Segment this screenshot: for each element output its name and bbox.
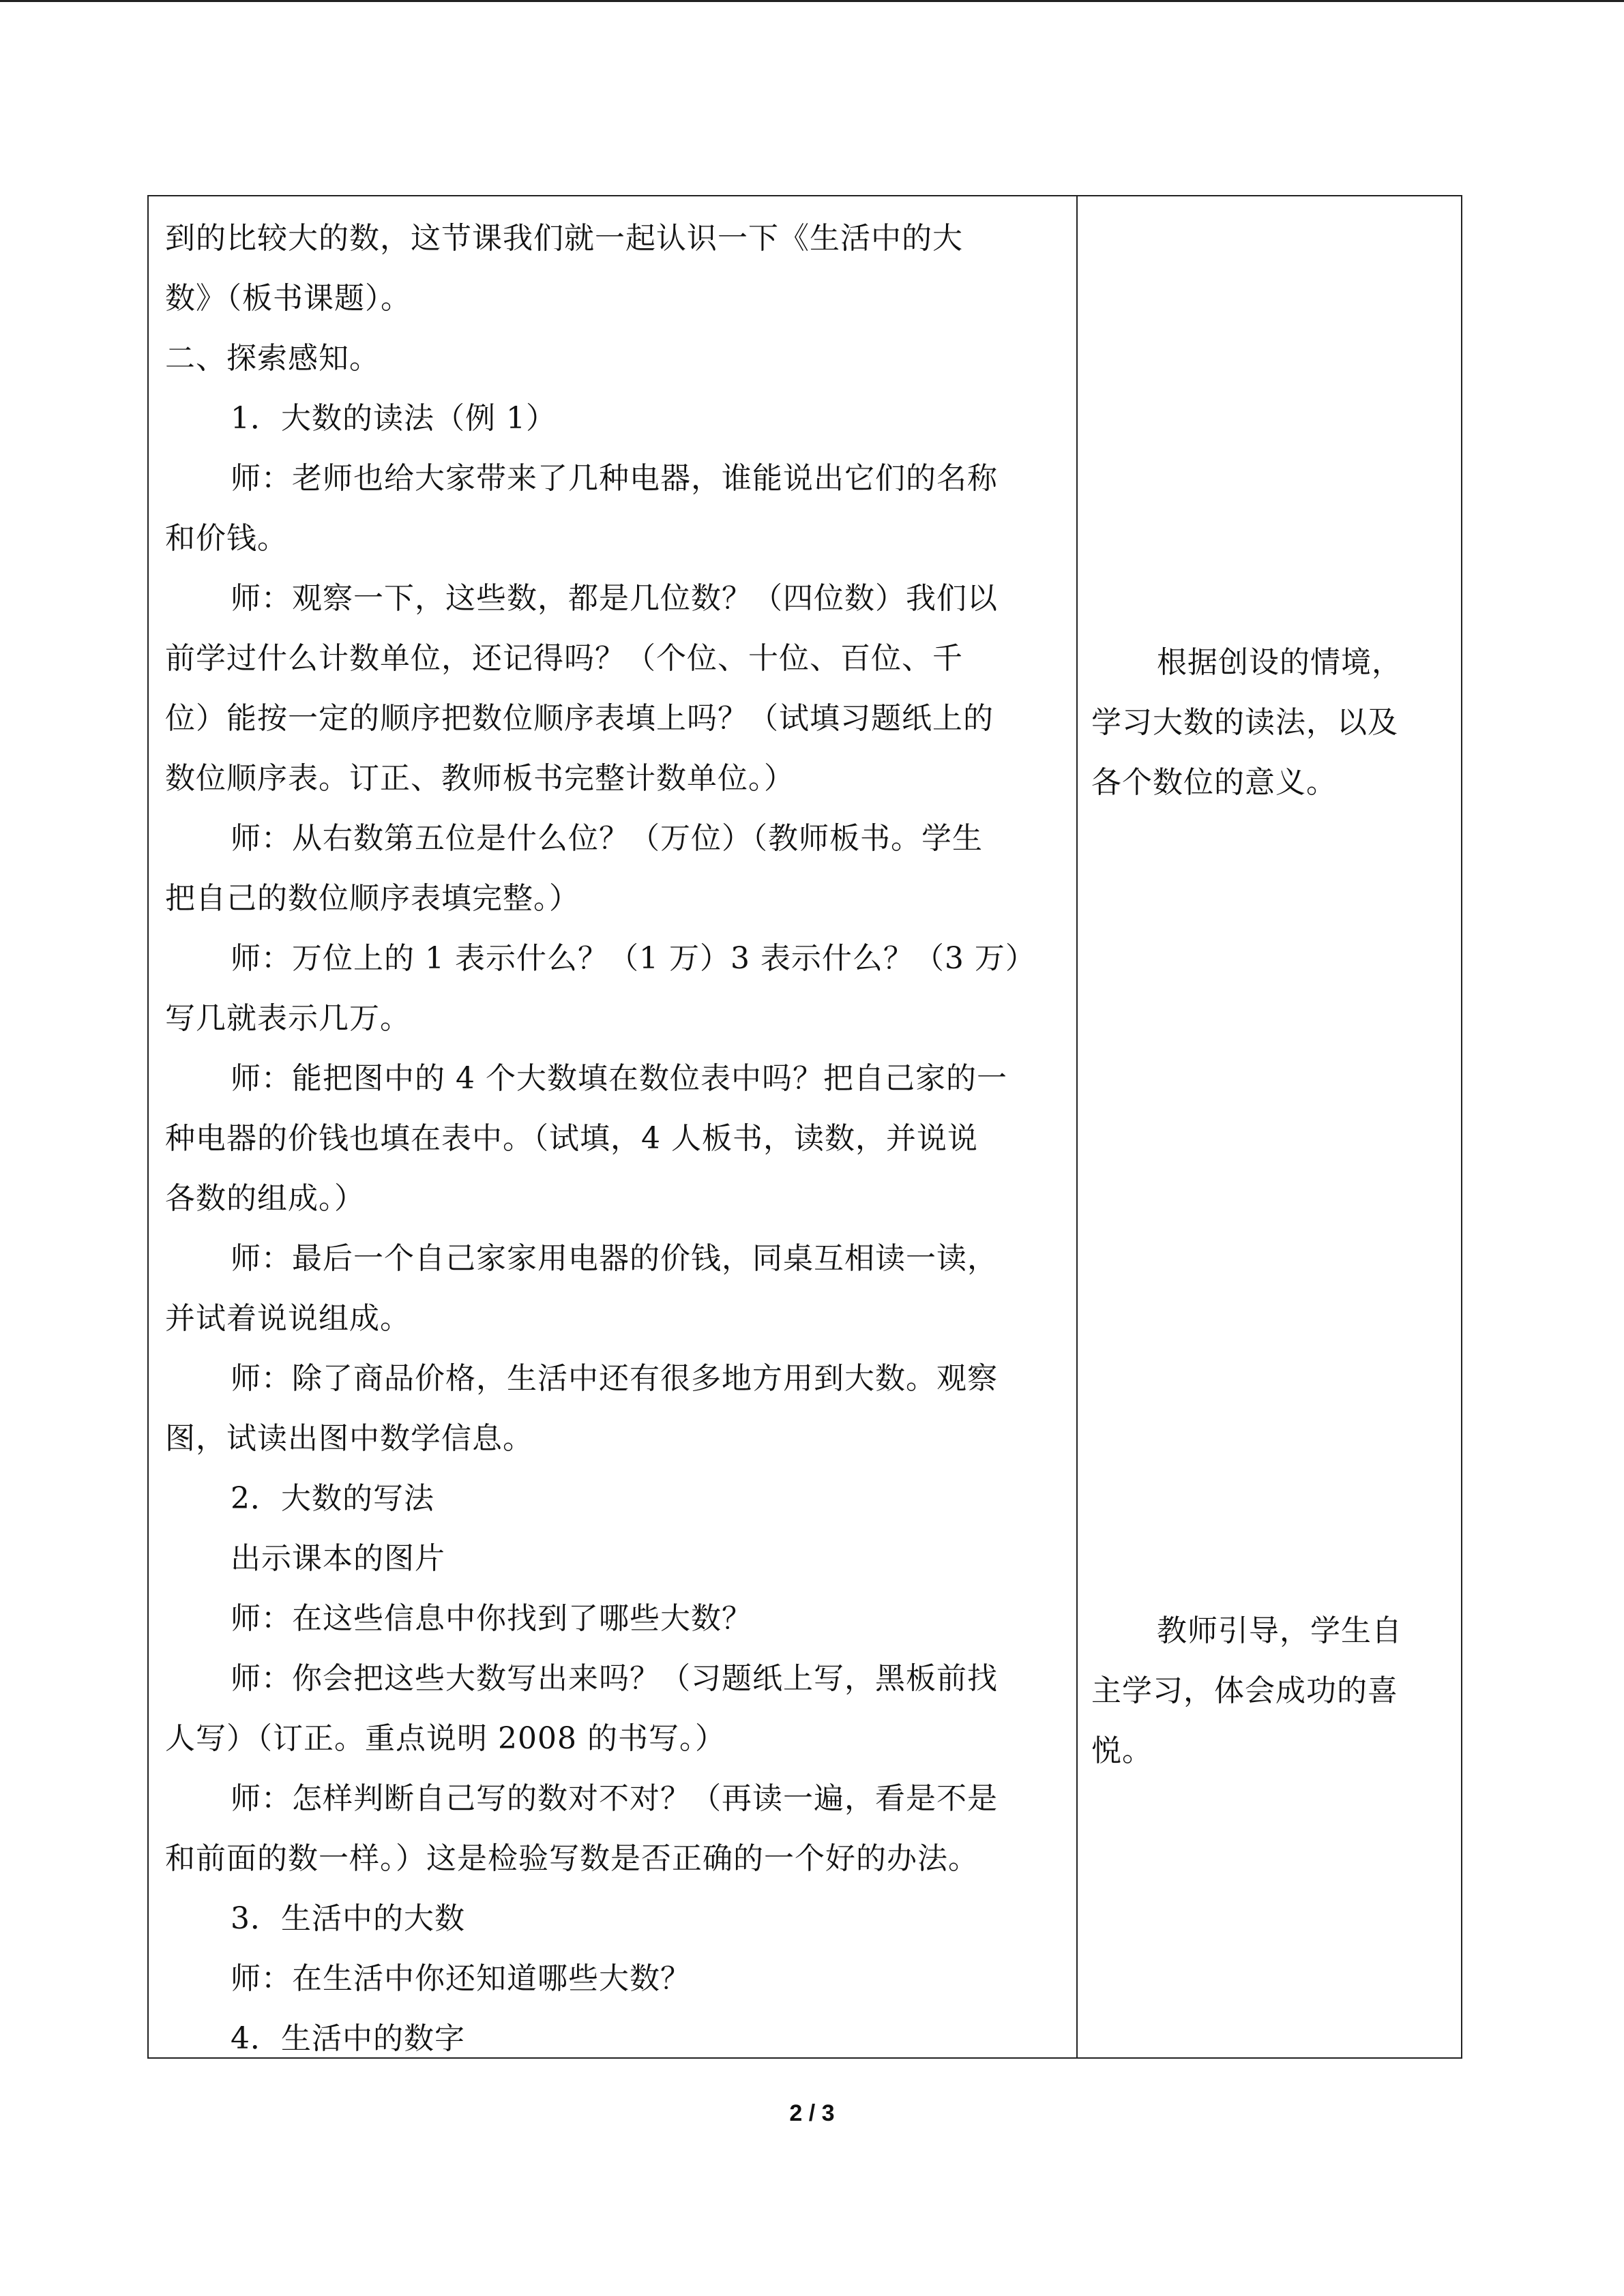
text-line: 数》（板书课题）。 (165, 281, 411, 316)
design-intent-note-writing (1091, 1601, 1446, 1781)
text-line: 师：观察一下，这些数，都是几位数？（四位数）我们以 (231, 581, 998, 616)
text-line: 并试着说说组成。 (165, 1301, 411, 1336)
text-line: 师：最后一个自己家家用电器的价钱，同桌互相读一读， (231, 1241, 998, 1276)
note-line: 主学习，体会成功的喜 (1091, 1673, 1398, 1708)
text-line: 图，试读出图中数学信息。 (165, 1421, 533, 1456)
text-line: 数位顺序表。订正、教师板书完整计数单位。） (165, 761, 795, 796)
text-line: 师：你会把这些大数写出来吗？（习题纸上写，黑板前找 (231, 1661, 998, 1696)
note-line: 教师引导，学生自 (1157, 1613, 1402, 1648)
top-border-line (0, 0, 1624, 2)
text-line: 到的比较大的数，这节课我们就一起认识一下《生活中的大 (165, 221, 963, 256)
page-number: 2 / 3 (789, 2100, 835, 2126)
text-line: 各数的组成。） (165, 1181, 365, 1216)
text-line: 把自己的数位顺序表填完整。） (165, 881, 580, 916)
text-line: 前学过什么计数单位，还记得吗？（个位、十位、百位、千 (165, 641, 963, 676)
text-line: 和价钱。 (165, 521, 288, 556)
lesson-plan-table (147, 195, 1462, 2059)
text-line: 二、探索感知。 (165, 341, 380, 376)
design-intent-note-reading (1091, 633, 1446, 813)
note-line: 悦。 (1091, 1733, 1153, 1768)
text-line: 师：能把图中的 4 个大数填在数位表中吗？把自己家的一 (231, 1061, 1007, 1096)
column-divider (1076, 196, 1078, 2057)
text-line: 师：除了商品价格，生活中还有很多地方用到大数。观察 (231, 1361, 998, 1396)
text-line: 4．生活中的数字 (231, 2021, 465, 2056)
text-line: 位）能按一定的顺序把数位顺序表填上吗？（试填习题纸上的 (165, 701, 994, 736)
note-line: 学习大数的读法，以及 (1091, 705, 1398, 740)
text-line: 师：在生活中你还知道哪些大数？ (231, 1961, 691, 1996)
text-line: 师：怎样判断自己写的数对不对？（再读一遍，看是不是 (231, 1781, 998, 1816)
text-line: 人写）（订正。重点说明 2008 的书写。） (165, 1721, 726, 1756)
teaching-process-cell (165, 209, 1065, 2069)
text-line: 师：老师也给大家带来了几种电器，谁能说出它们的名称 (231, 461, 998, 496)
text-line: 种电器的价钱也填在表中。（试填，4 人板书，读数，并说说 (165, 1121, 978, 1156)
text-line: 出示课本的图片 (231, 1541, 445, 1576)
text-line: 2．大数的写法 (231, 1481, 434, 1516)
text-line: 师：在这些信息中你找到了哪些大数？ (231, 1601, 752, 1636)
note-line: 各个数位的意义。 (1091, 765, 1337, 800)
text-line: 师：从右数第五位是什么位？（万位）（教师板书。学生 (231, 821, 983, 856)
text-line: 3．生活中的大数 (231, 1901, 465, 1936)
note-line: 根据创设的情境， (1157, 645, 1402, 680)
text-line: 1．大数的读法（例 1） (231, 401, 557, 436)
text-line: 师：万位上的 1 表示什么？（1 万）3 表示什么？（3 万） (231, 941, 1036, 976)
text-line: 和前面的数一样。）这是检验写数是否正确的一个好的办法。 (165, 1841, 979, 1876)
text-line: 写几就表示几万。 (165, 1001, 411, 1036)
